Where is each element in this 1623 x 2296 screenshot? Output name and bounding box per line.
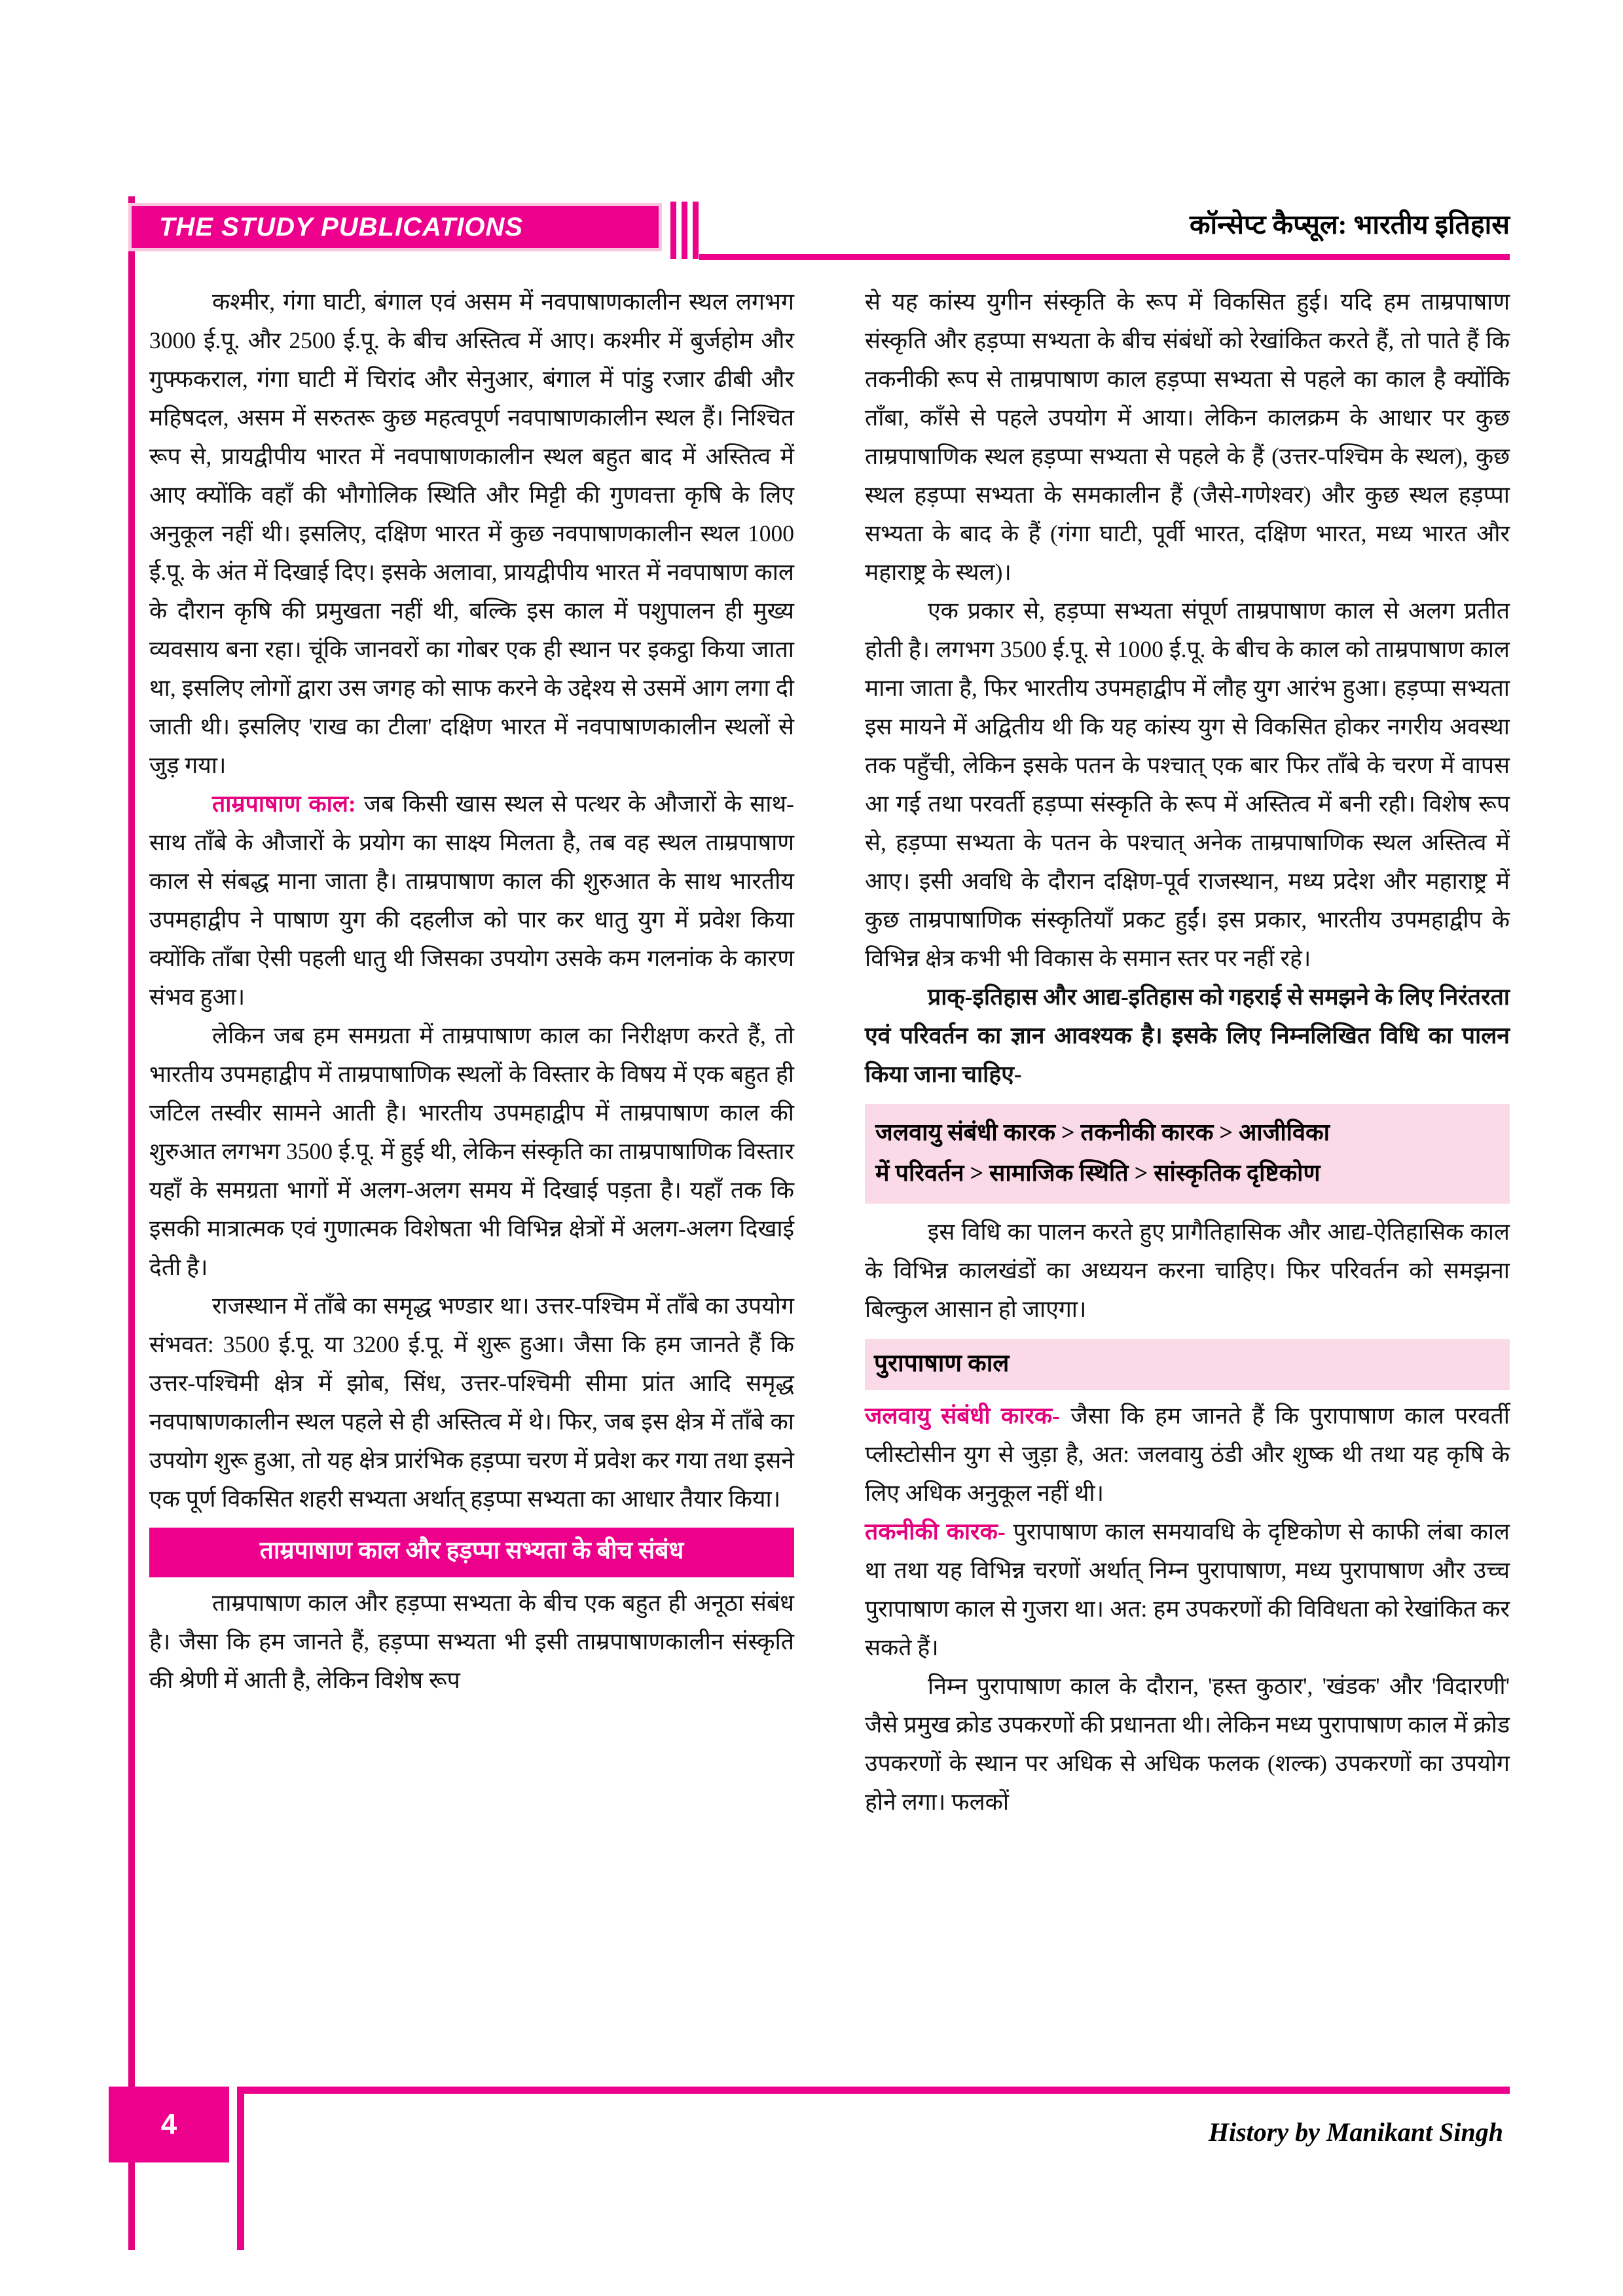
- footer-credit: History by Manikant Singh: [1208, 2117, 1503, 2147]
- paragraph-harappa-relation-intro: ताम्रपाषाण काल और हड़प्पा सभ्यता के बीच एक बहुत ही अनूठा संबंध है। जैसा कि हम जानते हैं, हड़प्पा सभ्यता भी इसी ताम्रपाषाणकालीन संस्कृति की श्रेणी में आती है, लेकिन विशेष रूप: [149, 1590, 794, 1693]
- left-margin-rule: [128, 196, 135, 2250]
- paragraph-neolithic-sites: कश्मीर, गंगा घाटी, बंगाल एवं असम में नवपाषाणकालीन स्थल लगभग 3000 ई.पू. और 2500 ई.पू. के बीच अस्तित्व में आए। कश्मीर में बुर्जहोम और गुफ्फकराल, गंगा घाटी में चिरांद और सेनुआर, बंगाल में पांडु रजार ढीबी और महिषदल, असम में सरुतरू कुछ महत्वपूर्ण नवपाषाणकालीन स्थल हैं। निश्चित रूप से, प्रायद्वीपीय भारत में नवपाषाणकालीन स्थल बहुत बाद में अस्तित्व में आए क्योंकि वहाँ की भौगोलिक स्थिति और मिट्टी की गुणवत्ता कृषि के लिए अनुकूल नहीं थी। इसलिए, दक्षिण भारत में कुछ नवपाषाणकालीन स्थल 1000 ई.पू. के अंत में दिखाई दिए। इसके अलावा, प्रायद्वीपीय भारत में नवपाषाण काल के दौरान कृषि की प्रमुखता नहीं थी, बल्कि इस काल में पशुपालन ही मुख्य व्यवसाय बना रहा। चूंकि जानवरों का गोबर एक ही स्थान पर इकट्ठा किया जाता था, इसलिए लोगों द्वारा उस जगह को साफ करने के उद्देश्य से उसमें आग लगा दी जाती थी। इसलिए 'राख का टीला' दक्षिण भारत में नवपाषाणकालीन स्थलों से जुड़ गया।: [149, 289, 794, 778]
- page-number-chip: [109, 2087, 229, 2162]
- paragraph-chalcolithic-spread: लेकिन जब हम समग्रता में ताम्रपाषाण काल का निरीक्षण करते हैं, तो भारतीय उपमहाद्वीप में ताम्रपाषाणिक स्थलों के विस्तार के विषय में एक बहुत ही जटिल तस्वीर सामने आती है। भारतीय उपमहाद्वीप में ताम्रपाषाण काल की शुरुआत लगभग 3500 ई.पू. में हुई थी, लेकिन संस्कृति का ताम्रपाषाणिक विस्तार यहाँ के समग्रता भागों में अलग-अलग समय में दिखाई पड़ता है। यहाँ तक कि इसकी मात्रात्मक एवं गुणात्मक विशेषता भी विभिन्न क्षेत्रों में अलग-अलग दिखाई देती है।: [149, 1022, 794, 1280]
- paragraph-technical-factor: [865, 1513, 1510, 1667]
- banner-chalcolithic-harappa-relation: ताम्रपाषाण काल और हड़प्पा सभ्यता के बीच संबंध: [149, 1528, 794, 1577]
- paragraph-bronze-age-continuation: से यह कांस्य युगीन संस्कृति के रूप में विकसित हुई। यदि हम ताम्रपाषाण संस्कृति और हड़प्पा सभ्यता के बीच संबंधों को रेखांकित करते हैं, तो पाते हैं कि तकनीकी रूप से ताम्रपाषाण काल हड़प्पा सभ्यता से पहले का काल है क्योंकि ताँबा, काँसे से पहले उपयोग में आया। लेकिन कालक्रम के आधार पर कुछ ताम्रपाषाणिक स्थल हड़प्पा सभ्यता से पहले के हैं (उत्तर-पश्चिम के स्थल), कुछ स्थल हड़प्पा सभ्यता के समकालीन हैं (जैसे-गणेश्वर) और कुछ स्थल हड़प्पा सभ्यता के बाद के हैं (गंगा घाटी, पूर्वी भारत, दक्षिण भारत, मध्य भारत और महाराष्ट्र के स्थल)।: [865, 289, 1510, 585]
- callout-line-1: जलवायु संबंधी कारक > तकनीकी कारक > आजीविका: [875, 1119, 1330, 1145]
- run-in-body-climatic-factor: जैसा कि हम जानते हैं कि पुरापाषाण काल परवर्ती प्लीस्टोसीन युग से जुड़ा है, अत: जलवायु ठंडी और शुष्क थी तथा यह कृषि के लिए अधिक अनुकूल नहीं थी।: [865, 1403, 1510, 1506]
- left-column: [149, 283, 794, 1700]
- paragraph-climatic-factor: [865, 1397, 1510, 1513]
- paragraph-method-intro: प्राक्-इतिहास और आद्य-इतिहास को गहराई से समझने के लिए निरंतरता एवं परिवर्तन का ज्ञान आवश्यक है। इसके लिए निम्नलिखित विधि का पालन किया जाना चाहिए-: [865, 984, 1510, 1087]
- paragraph-harappa-distinct: एक प्रकार से, हड़प्पा सभ्यता संपूर्ण ताम्रपाषाण काल से अलग प्रतीत होती है। लगभग 3500 ई.पू. से 1000 ई.पू. के बीच के काल को ताम्रपाषाण काल माना जाता है, फिर भारतीय उपमहाद्वीप में लौह युग आरंभ हुआ। हड़प्पा सभ्यता इस मायने में अद्वितीय थी कि यह कांस्य युग से विकसित होकर नगरीय अवस्था तक पहुँची, लेकिन इसके पतन के पश्चात् एक बार फिर ताँबे के चरण में वापस आ गई तथा परवर्ती हड़प्पा संस्कृति के रूप में अस्तित्व में बनी रही। विशेष रूप से, हड़प्पा सभ्यता के पतन के पश्चात् अनेक ताम्रपाषाणिक स्थल अस्तित्व में आए। इसी अवधि के दौरान दक्षिण-पूर्व राजस्थान, मध्य प्रदेश और महाराष्ट्र में कुछ ताम्रपाषाणिक संस्कृतियाँ प्रकट हुईं। इस प्रकार, भारतीय उपमहाद्वीप के विभिन्न क्षेत्र कभी भी विकास के समान स्तर पर नहीं रहे।: [865, 598, 1510, 971]
- page-header: [128, 196, 1510, 259]
- callout-line-2: में परिवर्तन > सामाजिक स्थिति > सांस्कृतिक दृष्टिकोण: [875, 1160, 1321, 1186]
- run-in-heading-climatic-factor: जलवायु संबंधी कारक-: [865, 1403, 1060, 1429]
- paragraph-lower-palaeolithic-tools: निम्न पुरापाषाण काल के दौरान, 'हस्त कुठार', 'खंडक' और 'विदारणी' जैसे प्रमुख क्रोड उपकरणों की प्रधानता थी। लेकिन मध्य पुरापाषाण काल में क्रोड उपकरणों के स्थान पर अधिक से अधिक फलक (शल्क) उपकरणों का उपयोग होने लगा। फलकों: [865, 1673, 1510, 1815]
- paragraph-chalcolithic-definition: [149, 785, 794, 1016]
- header-rule: [699, 254, 1510, 260]
- paragraph-method-application: इस विधि का पालन करते हुए प्रागैतिहासिक और आद्य-ऐतिहासिक काल के विभिन्न कालखंडों का अध्ययन करना चाहिए। फिर परिवर्तन को समझना बिल्कुल आसान हो जाएगा।: [865, 1219, 1510, 1322]
- footer-rule-horizontal: [237, 2087, 1510, 2094]
- footer-rule-vertical: [237, 2087, 244, 2250]
- publisher-brand-text: THE STUDY PUBLICATIONS: [159, 212, 524, 242]
- run-in-body-technical-factor: पुरापाषाण काल समयावधि के दृष्टिकोण से काफी लंबा काल था तथा यह विभिन्न चरणों अर्थात् निम्न पुरापाषाण, मध्य पुरापाषाण और उच्च पुरापाषाण काल से गुजरा था। अत: हम उपकरणों की विविधता को रेखांकित कर सकते हैं।: [865, 1518, 1510, 1660]
- publisher-brand-plate: [128, 203, 662, 251]
- page-footer: [128, 2080, 1510, 2250]
- right-column: [865, 283, 1510, 1821]
- run-in-body-chalcolithic-age: जब किसी खास स्थल से पत्थर के औजारों के साथ-साथ ताँबे के औजारों के प्रयोग का साक्ष्य मिलता है, तब वह स्थल ताम्रपाषाण काल से संबद्ध माना जाता है। ताम्रपाषाण काल की शुरुआत के साथ भारतीय उपमहाद्वीप ने पाषाण युग की दहलीज को पार कर धातु युग में प्रवेश किया क्योंकि ताँबा ऐसी पहली धातु थी जिसका उपयोग उसके कम गलनांक के कारण संभव हुआ।: [149, 791, 795, 1010]
- banner-palaeolithic-age: पुरापाषाण काल: [865, 1339, 1510, 1390]
- run-in-heading-chalcolithic-age: ताम्रपाषाण काल:: [212, 791, 356, 817]
- header-bars-decoration: [670, 202, 707, 259]
- header-title: कॉन्सेप्ट कैप्सूल: भारतीय इतिहास: [1189, 209, 1510, 240]
- run-in-heading-technical-factor: तकनीकी कारक-: [865, 1518, 1006, 1545]
- paragraph-rajasthan-copper: राजस्थान में ताँबे का समृद्ध भण्डार था। उत्तर-पश्चिम में ताँबे का उपयोग संभवत: 3500 ई.पू. या 3200 ई.पू. में शुरू हुआ। जैसा कि हम जानते हैं कि उत्तर-पश्चिमी क्षेत्र में झोब, सिंध, उत्तर-पश्चिमी सीमा प्रांत आदि समृद्ध नवपाषाणकालीन स्थल पहले से ही अस्तित्व में थे। फिर, जब इस क्षेत्र में ताँबे का उपयोग शुरू हुआ, तो यह क्षेत्र प्रारंभिक हड़प्पा चरण में प्रवेश कर गया तथा इसने एक पूर्ण विकसित शहरी सभ्यता अर्थात् हड़प्पा सभ्यता का आधार तैयार किया।: [149, 1293, 794, 1512]
- page-number: 4: [160, 2108, 177, 2140]
- callout-method-sequence: [865, 1104, 1510, 1204]
- two-column-body: [149, 283, 1510, 2024]
